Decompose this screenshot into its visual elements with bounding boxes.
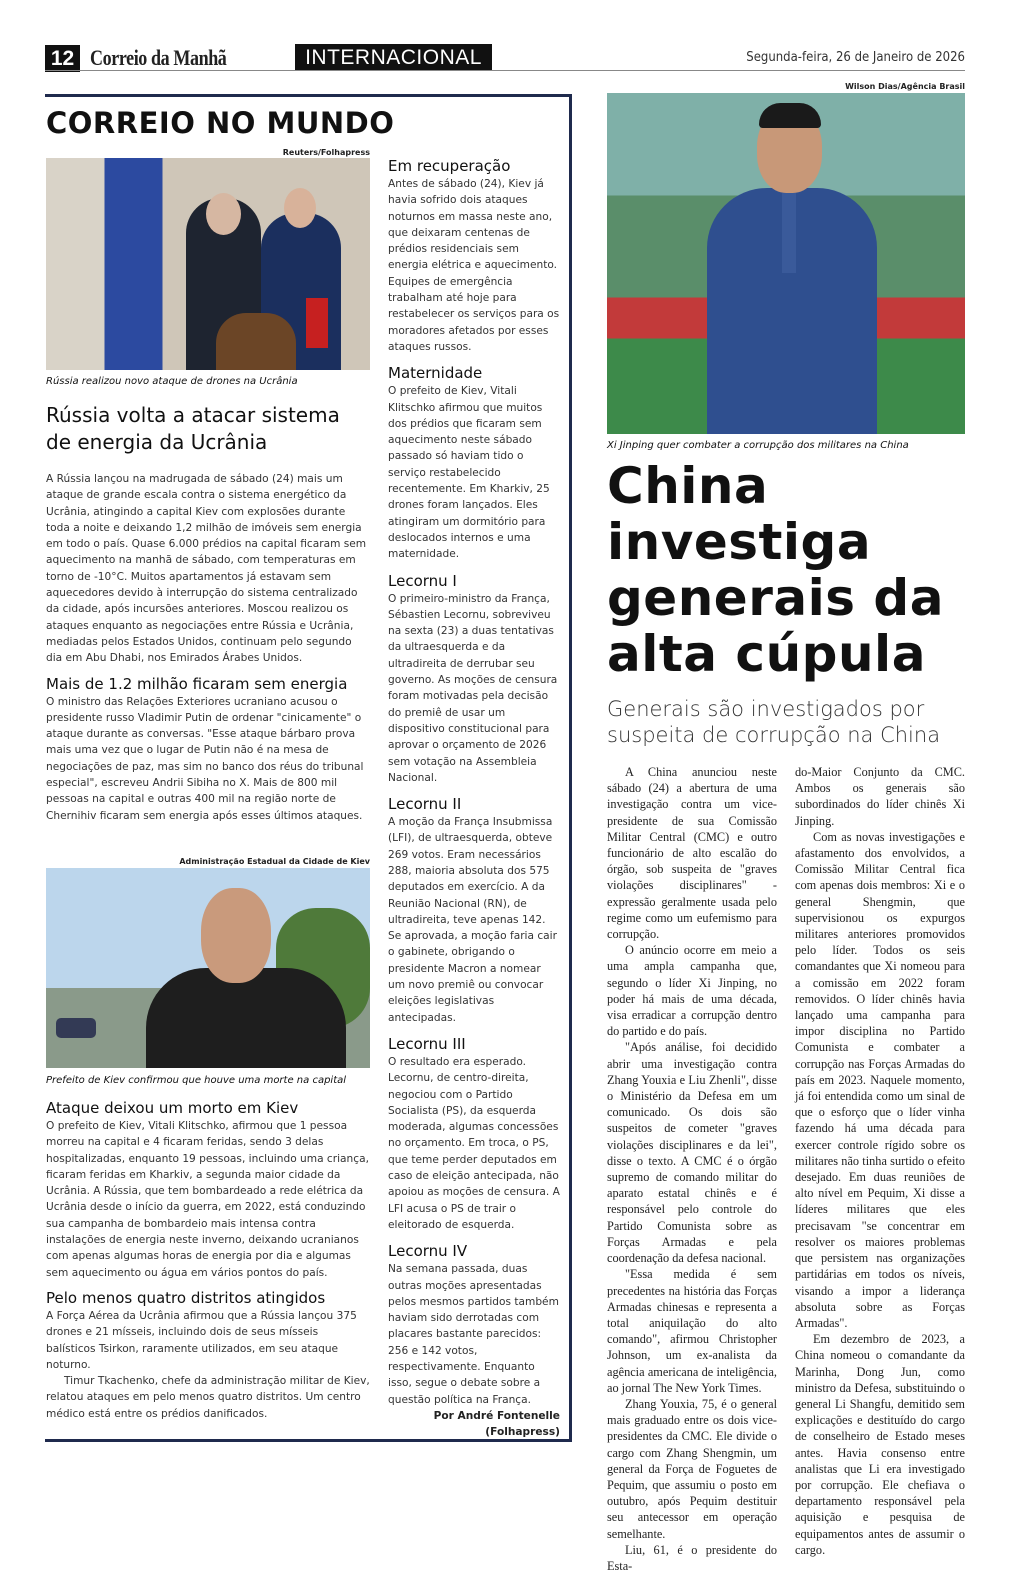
paragraph: A China anunciou neste sábado (24) a abertura de uma investigação contra um vice-presidente de sua Comissão Militar Central (CMC) e outro funcionário de alto escalão do órgão, sob suspeita de "graves violações disciplinares" -expressão geralmente usada pelo regime como um eufemismo para corrupção. <box>607 765 777 942</box>
paragraph: A Rússia lançou na madrugada de sábado (24) mais um ataque de grande escala contra o sistema energético da Ucrânia, atingindo a capital Kiev com explosões durante toda a noite e deixando 1,2 milhão de imóveis sem energia em todo o país. Quase 6.000 prédios na capital ficaram sem aquecimento na manhã de sábado, com temperaturas em torno de -10°C. Muitos apartamentos já estavam sem aquecedores devido à interrupção do sistema centralizado da cidade, após incursões anteriores. Moscou realizou os ataques enquanto as negociações entre Rússia e Ucrânia, mediadas pelos Estados Unidos, continuam pelo segundo dia em Abu Dhabi, nos Emirados Árabes Unidos. <box>46 473 367 665</box>
article-body <box>46 1098 370 1422</box>
newspaper-logo: Correio da Manhã <box>90 45 227 70</box>
paragraph: A moção da França Insubmissa (LFI), de ultraesquerda, obteve 269 votos. Eram necessários 288, maioria absoluta dos 575 deputados em exercício. A da Reunião Nacional (RN), de ultradireita, teve apenas 142. Se aprovada, a moção faria cair o gabinete, obrigando o presidente Macron a nomear um novo premiê ou convocar eleições legislativas antecipadas. <box>388 816 557 1024</box>
paragraph: O resultado era esperado. Lecornu, de centro-direita, negociou com o Partido Socialista (PS), da esquerda moderada, algumas concessões no orçamento. Em troca, o PS, que teme perder deputados em caso de eleição antecipada, não apoiou as moções de censura. A LFI acusa o PS de trair o eleitorado de esquerda. <box>388 1055 560 1231</box>
header-divider <box>45 70 965 71</box>
byline: Por André Fontenelle <box>433 1409 560 1422</box>
paragraph: Antes de sábado (24), Kiev já havia sofrido dois ataques noturnos em massa neste ano, que deixaram centenas de prédios residenciais sem energia elétrica e aquecimento. Equipes de emergência trabalham até hoje para restabelecer os serviços para os moradores afetados por esses ataques russos. <box>388 178 560 353</box>
article-column-1 <box>607 764 777 1574</box>
main-headline: China investiga generais da alta cúpula <box>607 457 944 683</box>
paragraph: A Força Aérea da Ucrânia afirmou que a Rússia lançou 375 drones e 21 mísseis, incluindo dois de seus mísseis balísticos Tsirkon, raramente utilizados, em seu ataque noturno. <box>46 1309 357 1371</box>
subheading: Maternidade <box>388 364 483 383</box>
article-body <box>46 471 370 824</box>
edition-date: Segunda-feira, 26 de Janeiro de 2026 <box>746 50 965 65</box>
subheading: Pelo menos quatro distritos atingidos <box>46 1288 326 1307</box>
article-headline: Rússia volta a atacar sistema de energia da Ucrânia <box>46 403 340 454</box>
subheading: Mais de 1.2 milhão ficaram sem energia <box>46 674 348 693</box>
subheading: Lecornu III <box>388 1034 466 1053</box>
photo-credit: Administração Estadual da Cidade de Kiev <box>179 857 370 866</box>
paragraph: "Após análise, foi decidido abrir uma investigação contra Zhang Youxia e Liu Zhenli", disse o Ministério da Defesa em um comunicado. Os dois são suspeitos de cometer "graves violações disciplinares e da lei", disse o texto. A CMC é o órgão supremo de comando militar do aparato estatal chinês e é responsável pelo controle do Partido Comunista sobre as Forças Armadas e pela coordenação da defesa nacional. <box>607 1040 777 1266</box>
subheading: Lecornu IV <box>388 1242 468 1261</box>
paragraph: O anúncio ocorre em meio a uma ampla campanha que, segundo o líder Xi Jinping, no poder há mais de uma década, visa erradicar a corrupção dentro do partido e do país. <box>607 943 777 1039</box>
paragraph: Na semana passada, duas outras moções apresentadas pelos mesmos partidos também haviam sido derrotadas com placares bastante parecidos: 256 e 142 votos, respectivamente. Enquanto isso, segue o debate sobre a questão política na França. <box>388 1263 559 1406</box>
paragraph: O ministro das Relações Exteriores ucraniano acusou o presidente russo Vladimir Putin de ordenar "cinicamente" o ataque durante as conversas. "Esse ataque bárbaro prova mais uma vez que o lugar de Putin não é na mesa de negociações de paz, mas sim no banco dos réus do tribunal especial", escreveu Andrii Sibiha no X. Mais de 800 mil pessoas na capital e outras 400 mil na região norte de Chernihiv ficaram sem energia após esses últimos ataques. <box>46 695 364 822</box>
putin-photo <box>46 158 370 370</box>
paragraph: O prefeito de Kiev, Vitali Klitschko, afirmou que 1 pessoa morreu na capital e 4 ficaram feridas, sendo 3 delas hospitalizadas, enquanto 19 pessoas, incluindo uma criança, ficaram feridas em Kharkiv, a segunda maior cidade da Ucrânia. A Rússia, que tem bombardeado a rede elétrica da Ucrânia desde o início da guerra, em 2022, está conduzindo sua campanha de bombardeio mais intensa contra instalações de energia neste inverno, deixando ucranianos com apenas algumas horas de energia por dia e algumas sem aquecimento ou água em vários pontos do país. <box>46 1120 369 1279</box>
photo-credit: Reuters/Folhapress <box>282 148 370 157</box>
subheading: Lecornu I <box>388 571 457 590</box>
briefs-column <box>388 156 560 1440</box>
xi-jinping-photo <box>607 93 965 434</box>
box-title: CORREIO NO MUNDO <box>46 106 395 140</box>
klitschko-photo <box>46 868 370 1068</box>
photo-caption: Xi Jinping quer combater a corrupção dos militares na China <box>607 440 909 451</box>
paragraph: Com as novas investigações e afastamento dos envolvidos, a Comissão Militar Central fica com apenas dois membros: Xi e o general Shengmin, que supervisionou os expurgos militares anteriores promovidos pelo líder. Todos os seis comandantes que Xi nomeou para a comissão em 2022 foram removidos. O líder chinês havia lançado uma campanha para impor disciplina no Partido Comunista e combater a corrupção nas Forças Armadas do país em 2023. Naquele momento, já foi entendida como um sinal de que o esforço que o líder vinha fazendo há uma década para exercer controle rígido sobre os militares não tinha surtido o efeito desejado. Em duas reuniões de alto nível em Pequim, Xi disse a líderes militares que eles precisavam "se concentrar em resolver os maiores problemas que persistem nas organizações partidárias em todos os níveis, visando a impor a liderança absoluta sobre as Forças Armadas". <box>795 829 965 1330</box>
paragraph: Em dezembro de 2023, a China nomeou o comandante da Marinha, Dong Jun, como ministro da Defesa, substituindo o general Li Shangfu, demitido sem explicações e destituído do cargo de conselheiro de Estado meses antes. Havia consenso entre analistas que Li era investigado por corrupção. Ele chefiava o departamento responsável pela aquisição e pesquisa de equipamentos antes de assumir o cargo. <box>795 1332 965 1557</box>
paragraph: O prefeito de Kiev, Vitali Klitschko afirmou que muitos dos prédios que ficaram sem aquecimento neste sábado passado só haviam tido o serviço restabelecido recentemente. Em Kharkiv, 25 drones foram lançados. Eles atingiram um dormitório para deslocados internos e uma maternidade. <box>388 385 550 561</box>
article-column-2 <box>795 764 965 1558</box>
paragraph: O primeiro-ministro da França, Sébastien Lecornu, sobreviveu na sexta (23) a duas tentativas da ultraesquerda e da ultradireita de derrubar seu governo. As moções de censura foram motivadas pela decisão do premiê de usar um dispositivo constitucional para aprovar o orçamento de 2026 sem votação na Assembleia Nacional. <box>388 592 558 784</box>
subheading: Lecornu II <box>388 795 462 814</box>
paragraph: Liu, 61, é o presidente do Esta- <box>607 1542 777 1573</box>
paragraph: do-Maior Conjunto da CMC. Ambos os generais são subordinados do líder chinês Xi Jinping. <box>795 765 965 828</box>
section-label: INTERNACIONAL <box>295 44 492 71</box>
paragraph: Timur Tkachenko, chefe da administração militar de Kiev, relatou ataques em pelo menos quatro distritos. Um centro médico está entre os prédios danificados. <box>46 1375 370 1420</box>
photo-caption: Rússia realizou novo ataque de drones na Ucrânia <box>46 376 298 387</box>
subtitle: Generais são investigados por suspeita de corrupção na China <box>607 697 941 747</box>
photo-credit: Wilson Dias/Agência Brasil <box>845 82 965 91</box>
paragraph: "Essa medida é sem precedentes na história das Forças Armadas chinesas e representa a total aniquilação do alto comando", afirmou Christopher Johnson, um ex-analista da agência americana de inteligência, ao jornal The New York Times. <box>607 1267 777 1395</box>
paragraph: Zhang Youxia, 75, é o general mais graduado entre os dois vice-presidentes da CMC. Ele divide o cargo com Zhang Shengmin, um general da Força de Foguetes de Pequim, que assumiu o posto em outubro, após Pequim destituir seu antecessor em operação semelhante. <box>607 1396 777 1541</box>
page-number: 12 <box>45 45 80 72</box>
photo-caption: Prefeito de Kiev confirmou que houve uma morte na capital <box>46 1075 347 1086</box>
subheading: Ataque deixou um morto em Kiev <box>46 1099 299 1117</box>
byline-source: (Folhapress) <box>485 1426 560 1439</box>
subheading: Em recuperação <box>388 157 511 175</box>
